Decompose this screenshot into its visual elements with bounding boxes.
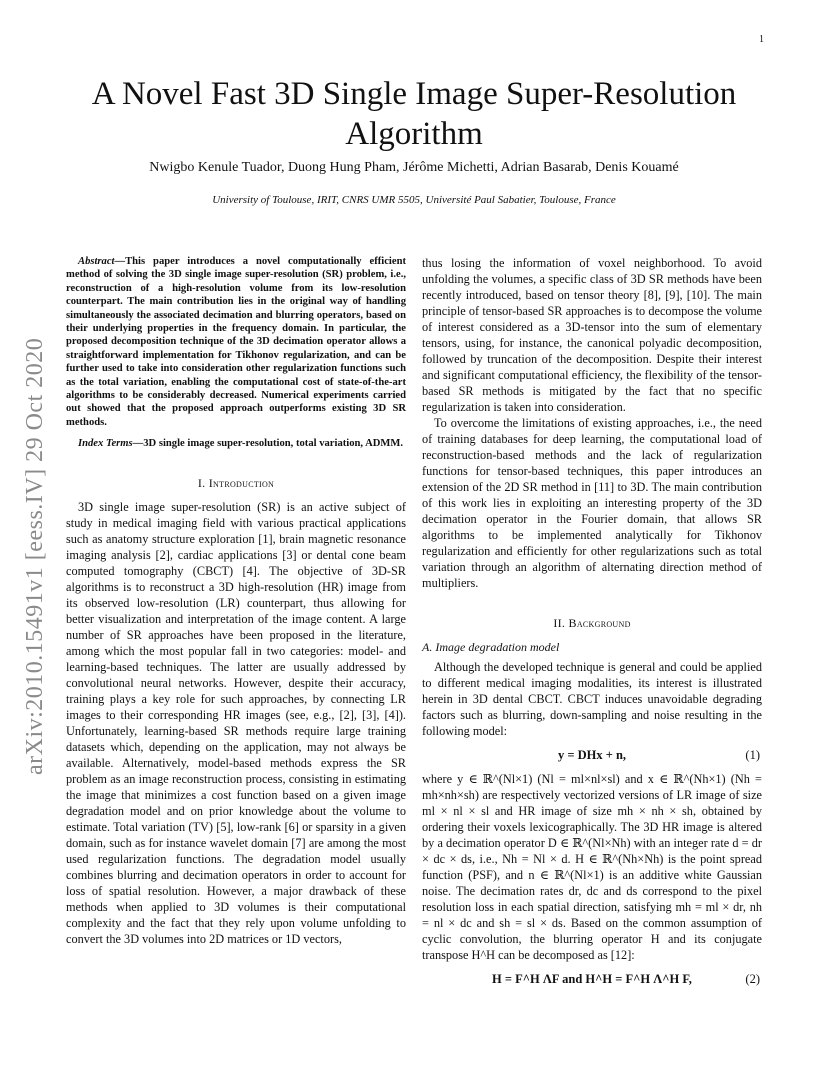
equation-1	[422, 747, 762, 763]
equation-number: (1)	[745, 748, 760, 762]
equation-number: (2)	[745, 972, 760, 986]
equation-body: H = F^H ΛF and H^H = F^H Λ^H F,	[492, 972, 692, 986]
index-terms-label: Index Terms	[78, 438, 133, 450]
index-terms-text: —3D single image super-resolution, total variation, ADMM.	[132, 438, 404, 450]
subsection-heading: A. Image degradation model	[422, 640, 560, 654]
body-paragraph: where y ∈ ℝ^(Nl×1) (Nl = ml×nl×sl) and x ∈ ℝ^(Nh×1) (Nh = mh×nh×sh) are respectively vectorized versions of LR image of size ml × nl × sl and HR image of size mh × nh × sh, obtained by ordering their voxels lexicographically. The 3D HR image is altered by a decimation operator D ∈ ℝ^(Nl×Nh) with an integer rate d = dr × dc × ds, i.e., Nh = Nl × d. H ∈ ℝ^(Nh×Nh) is the point spread function (PSF), and n ∈ ℝ^(Nl×1) is an additive white Gaussian noise. The decimation rates dr, dc and ds correspond to the pixel resolution loss in each spatial direction, satisfying mh = ml × dr, nh = nl × dc and sh = sl × ds. Based on the common assumption of cyclic convolution, the blurring operator H and its conjugate transpose H^H can be decomposed as [12]:	[422, 772, 762, 962]
body-paragraph: To overcome the limitations of existing approaches, i.e., the need of training databases for deep learning, the computational load of reconstruction-based methods and the lack of regularization functions for tensor-based techniques, this paper introduces an extension of the 2D SR method in [11] to 3D. The main contribution of this work lies in exploiting an interesting property of the 3D decimation operator in the Fourier domain, that allows SR algorithms to be implemented analytically for Tikhonov regularization and efficiently for other regularizations such as total variation through an algorithm of alternating direction method of multipliers.	[422, 416, 762, 590]
right-column	[422, 255, 762, 995]
index-terms	[66, 437, 406, 450]
section-title: Introduction	[208, 475, 275, 490]
abstract	[66, 255, 406, 429]
author-list: Nwigbo Kenule Tuador, Duong Hung Pham, Jérôme Michetti, Adrian Basarab, Denis Kouamé	[149, 160, 679, 175]
section-number: I.	[197, 475, 209, 490]
affiliation: University of Toulouse, IRIT, CNRS UMR 5505, Université Paul Sabatier, Toulouse, France	[212, 194, 616, 206]
abstract-label: Abstract	[78, 256, 115, 267]
abstract-text: —This paper introduces a novel computationally efficient method of solving the 3D single image super-resolution (SR) problem, i.e., reconstruction of a high-resolution volume from its low-resolution counterpart. The main contribution lies in the original way of handling simultaneously the associated decimation and blurring operators, based on their underlying properties in the frequency domain. In particular, the proposed decomposition technique of the 3D decimation operator allows a straightforward implementation for Tikhonov regularization, and can be further used to take into consideration other regularization functions such as the total variation, enabling the computational cost of state-of-the-art algorithms to be considerably decreased. Numerical experiments carried out showed that the proposed approach outperforms existing 3D SR methods.	[66, 256, 406, 428]
equation-2	[422, 971, 762, 987]
arxiv-identifier[interactable]: arXiv:2010.15491v1 [eess.IV] 29 Oct 2020	[22, 337, 48, 775]
section-heading-background	[422, 615, 762, 631]
equation-body: y = DHx + n,	[557, 748, 627, 762]
section-heading-introduction	[66, 475, 406, 491]
section-number: II.	[553, 616, 569, 630]
body-paragraph: thus losing the information of voxel neighborhood. To avoid unfolding the volumes, a specific class of 3D SR methods have been recently introduced, based on tensor theory [8], [9], [10]. The main principle of tensor-based SR approaches is to decompose the volume of interest considered as a 3D-tensor into the sum of elementary tensors, using, for instance, the canonical polyadic decomposition, followed by truncation of the decomposition. Despite their interest and significant computational efficiency, the flexibility of the tensor-based SR methods is mitigated by the fact that no specific regularization is taken into consideration.	[422, 256, 762, 414]
left-column	[66, 255, 406, 947]
page-number: 1	[759, 34, 764, 45]
intro-paragraph: 3D single image super-resolution (SR) is an active subject of study in medical imaging field with various practical applications such as anatomy structure exploration [1], brain magnetic resonance imaging analysis [2], cardiac applications [3] or dental cone beam computed tomography (CBCT) [4]. The objective of 3D-SR algorithms is to reconstruct a 3D high-resolution (HR) image from its observed low-resolution (LR) counterpart, thus allowing for better visualization and interpretation of the image content. A large number of SR approaches have been proposed in the literature, among which the most popular fall in two categories: model- and learning-based techniques. The latter are usually addressed by convolutional neural networks. However, despite their accuracy, training plays a key role for such approaches, by connecting LR images to their corresponding HR images (see, e.g., [2], [3], [4]). Unfortunately, learning-based SR methods require large training datasets which, depending on the application, may not always be available. Alternatively, model-based methods express the SR problem as an image reconstruction process, consisting in estimating the image that minimizes a cost function based on a given image degradation model and on prior knowledge about the volume to estimate. Total variation (TV) [5], low-rank [6] or sparsity in a given domain, such as for instance wavelet domain [7] are among the most used regularization functions. The degradation model usually combines blurring and decimation operators in order to account for loss of spatial resolution. However, a major drawback of these methods when applied to 3D volumes is their computational complexity and the fact that they rely upon volume unfolding to convert the 3D volumes into 2D matrices or 1D vectors,	[66, 499, 406, 946]
body-paragraph: Although the developed technique is general and could be applied to different medical imaging modalities, its interest is illustrated herein in 3D dental CBCT. CBCT induces unavoidable degrading factors such as blurring, down-sampling and noise resulting in the following model:	[422, 660, 762, 738]
section-title: Background	[568, 616, 631, 630]
paper-title: A Novel Fast 3D Single Image Super-Resolution Algorithm	[91, 76, 737, 152]
